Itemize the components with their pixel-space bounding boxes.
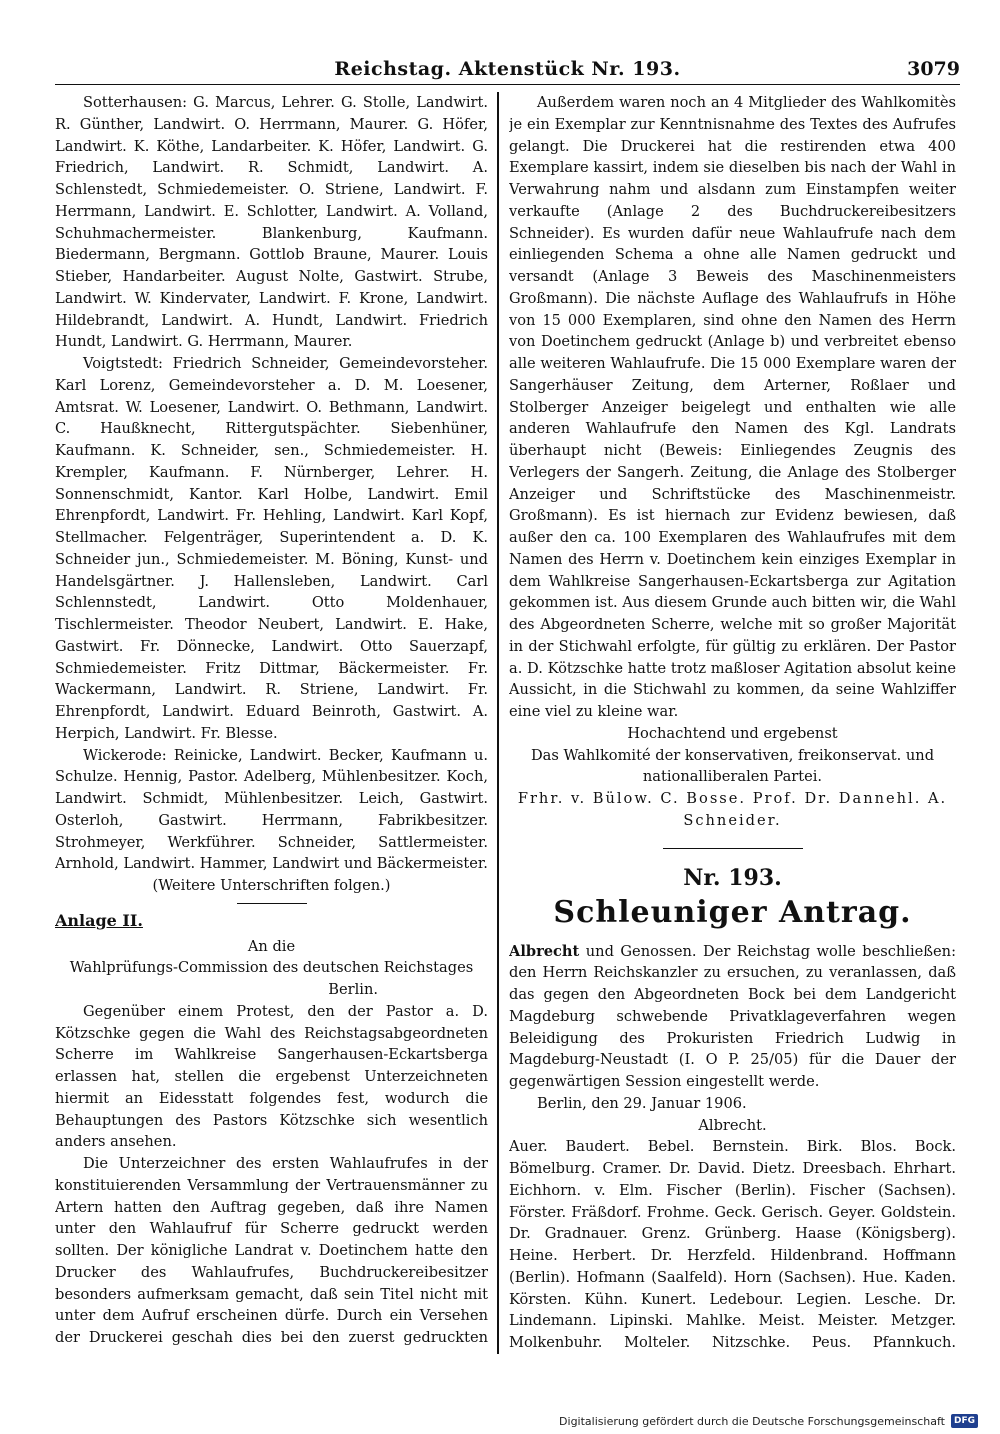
paragraph-ausserdem: Außerdem waren noch an 4 Mitglieder des Wahlkomitès je ein Exemplar zur Kenntnisnahme des Textes des Aufrufes gelangt. Die Druckerei hat die restirenden etwa 400 Exemplare kassirt, indem sie dieselben bis nach der Wahl in Verwahrung nahm und alsdann zum Einstampfen weiter verkaufte (Anlage 2 des Buchdruckereibesitzers Schneider). Es wurden dafür neue Wahlaufrufe nach dem einliegenden Schema a ohne alle Namen gedruckt und versandt (Anlage 3 Beweis des Maschinenmeisters Großmann). Die nächste Auflage des Wahlaufrufs in Höhe von 15 000 Exemplaren, sind ohne den Namen des Herrn von Doetinchem gedruckt (Anlage b) und verbreitet ebenso alle weiteren Wahlaufrufe. Die 15 000 Exemplare waren der Sangerhäuser Zeitung, dem Arterner, Roßlaer und Stolberger Anzeiger beigelegt und enthalten wie alle anderen Wahlaufrufe den Namen des Kgl. Landrats überhaupt nicht (Beweis: Einliegendes Zeugnis des Verlegers der Sangerh. Zeitung, die Anlage des Stolberger Anzeiger und Schriftstücke des Maschinenmeistr. Großmann). Es ist hiernach zur Evidenz bewiesen, daß außer den ca. 100 Exemplaren des Wahlaufrufes mit dem Namen des Herrn v. Doetinchem kein einziges Exemplar in dem Wahlkreise Sangerhausen-Eckartsberga zur Agitation gekommen ist. Aus diesem Grunde auch bitten wir, die Wahl des Abgeordneten Scherre, welche mit so großer Majorität in der Stichwahl erfolgte, für gültig zu erklären. Der Pastor a. D. Kötzschke hatte trotz maßloser Agitation absolut keine Aussicht, in die Stichwahl zu kommen, da seine Wahlziffer eine viel zu kleine war. xyxy=(509,94,956,720)
address-commission: Wahlprüfungs-Commission des deutschen Reichstages xyxy=(69,959,474,977)
footer-text: Digitalisierung gefördert durch die Deutsche Forschungsgemeinschaft xyxy=(559,1414,945,1428)
right-column xyxy=(509,92,956,1352)
signatories-wickerode: Wickerode: Reinicke, Landwirt. Becker, Kaufmann u. Schulze. Hennig, Pastor. Adelberg, Mühlenbesitzer. Koch, Landwirt. Schmidt, Mühlenbesitzer. Leich, Gastwirt. Osterloh, Gastwirt. Herrmann, Fabrikbesitzer. Strohmeyer, Werkführer. Schneider, Sattlermeister. Arnhold, Landwirt. Hammer, Landwirt und Bäckermeister. xyxy=(55,746,488,873)
page-title: Reichstag. Aktenstück Nr. 193. xyxy=(334,58,681,80)
closing-line: Hochachtend und ergebenst xyxy=(627,724,838,742)
signatories-voigtstedt: Voigtstedt: Friedrich Schneider, Gemeindevorsteher. Karl Lorenz, Gemeindevorsteher a. D. M. Loesener, Amtsrat. W. Loesener, Landwirt. O. Bethmann, Landwirt. C. Haußknecht, Rittergutspächter. Siebenhüner, Kaufmann. K. Schneider, sen., Schmiedemeister. H. Krempler, Kaufmann. F. Nürnberger, Lehrer. H. Sonnenschmidt, Kantor. Karl Holbe, Landwirt. Emil Ehrenpfordt, Landwirt. Fr. Hehling, Landwirt. Karl Kopf, Stellmacher. Felgenträger, Superintendent a. D. K. Schneider jun., Schmiedemeister. M. Böning, Kunst- und Handelsgärtner. J. Hallensleben, Landwirt. Carl Schlennstedt, Landwirt. Otto Moldenhauer, Tischlermeister. Theodor Neubert, Landwirt. E. Hake, Gastwirt. Fr. Dönnecke, Landwirt. Otto Sauerzapf, Schmiedemeister. Fritz Dittmar, Bäckermeister. Fr. Wackermann, Landwirt. R. Striene, Landwirt. Fr. Ehrenpfordt, Landwirt. Eduard Beinroth, Gastwirt. A. Herpich, Landwirt. Fr. Blesse. xyxy=(55,355,488,742)
section-rule xyxy=(237,903,307,904)
antrag-title: Schleuniger Antrag. xyxy=(553,894,912,930)
committee-line: Das Wahlkomité der konservativen, freikonservat. und nationalliberalen Partei. xyxy=(530,746,935,786)
committee-signatures: Frhr. v. Bülow. C. Bosse. Prof. Dr. Dannehl. A. Schneider. xyxy=(517,790,948,829)
section-rule-right xyxy=(663,848,803,849)
page-number: 3079 xyxy=(907,58,960,80)
more-signatures-note: (Weitere Unterschriften folgen.) xyxy=(152,877,391,894)
column-divider xyxy=(497,92,499,1354)
antrag-author: Albrecht xyxy=(509,942,580,960)
signatories-sotterhausen: Sotterhausen: G. Marcus, Lehrer. G. Stolle, Landwirt. R. Günther, Landwirt. O. Herrmann, Maurer. G. Höfer, Landwirt. K. Köthe, Landarbeiter. K. Höfer, Landwirt. G. Friedrich, Landwirt. R. Schmidt, Landwirt. A. Schlenstedt, Schmiedemeister. O. Striene, Landwirt. F. Herrmann, Landwirt. E. Schlotter, Landwirt. A. Volland, Schuhmachermeister. Blankenburg, Kaufmann. Biedermann, Bergmann. Gottlob Braune, Maurer. Louis Stieber, Handarbeiter. August Nolte, Gastwirt. Strube, Landwirt. W. Kindervater, Landwirt. F. Krone, Landwirt. Hildebrandt, Landwirt. A. Hundt, Landwirt. Friedrich Hundt, Landwirt. G. Herrmann, Maurer. xyxy=(55,94,488,351)
anlage-heading: Anlage II. xyxy=(55,910,143,930)
antrag-paragraph xyxy=(509,941,956,1093)
dfg-logo: DFG xyxy=(951,1414,978,1428)
page-header xyxy=(55,58,960,85)
footer xyxy=(559,1414,978,1428)
paragraph-unterzeichner: Die Unterzeichner des ersten Wahlaufrufes in der konstituierenden Versammlung der Vertrauensmänner zu Artern hatten den Auftrag gegeben, daß ihre Namen unter den Wahlaufruf für Scherre gedruckt werden sollten. Der königliche Landrat v. Doetinchem hatte den Drucker des Wahlaufrufes, Buchdruckereibesitzer besonders aufmerksam gemacht, daß sein Titel nicht mit unter dem Aufruf erscheinen dürfe. Durch ein Versehen der Druckerei geschah dies bei den zuerst gedruckten xyxy=(55,1155,488,1346)
document-number: Nr. 193. xyxy=(683,864,782,891)
left-column xyxy=(55,92,488,1352)
address-city: Berlin. xyxy=(328,981,378,998)
antrag-date: Berlin, den 29. Januar 1906. xyxy=(537,1094,747,1112)
antrag-text: und Genossen. Der Reichstag wolle beschließen: den Herrn Reichskanzler zu ersuchen, zu veranlassen, daß das gegen den Abgeordneten Bock bei dem Landgericht Magdeburg schwebende Privatklageverfahren wegen Beleidigung des Prokuristen Friedrich Ludwig in Magdeburg-Neustadt (I. O P. 25/05) für die Dauer der gegenwärtigen Session eingestellt werde. xyxy=(509,942,956,1090)
co-signers: Auer. Baudert. Bebel. Bernstein. Birk. Blos. Bock. Bömelburg. Cramer. Dr. David. Dietz. Dreesbach. Ehrhart. Eichhorn. v. Elm. Fischer (Berlin). Fischer (Sachsen). Förster. Fräßdorf. Frohme. Geck. Gerisch. Geyer. Goldstein. Dr. Gradnauer. Grenz. Grünberg. Haase (Königsberg). Heine. Herbert. Dr. Herzfeld. Hildenbrand. Hoffmann (Berlin). Hofmann (Saalfeld). Horn (Sachsen). Hue. Kaden. Körsten. Kühn. Kunert. Ledebour. Legien. Lesche. Dr. Lindemann. Lipinski. Mahlke. Meist. Meister. Metzger. Molkenbuhr. Molteler. Nitzschke. Peus. Pfannkuch. xyxy=(509,1138,956,1351)
address-an-die: An die xyxy=(247,937,296,955)
paragraph-protest: Gegenüber einem Protest, den der Pastor a. D. Kötzschke gegen die Wahl des Reichstagsabgeordneten Scherre im Wahlkreise Sangerhausen-Eckartsberga erlassen hat, stellen die ergebenst Unterzeichneten hiermit an Eidesstatt folgendes fest, wodurch die Behauptungen des Pastors Kötzschke sich wesentlich anders ansehen. xyxy=(55,1002,488,1151)
antrag-signer: Albrecht. xyxy=(698,1116,767,1134)
